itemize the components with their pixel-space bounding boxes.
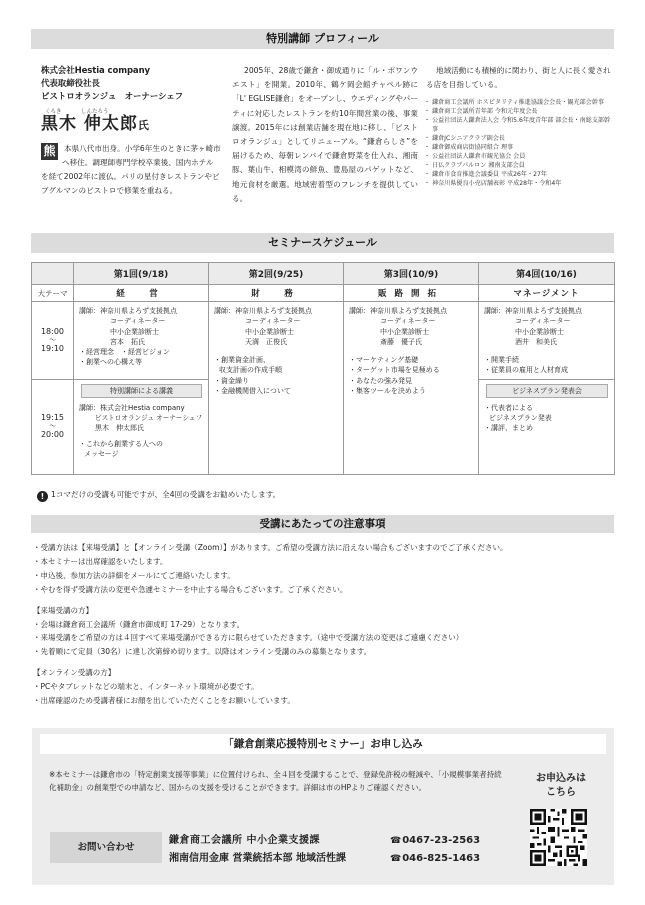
lecturer-line: 酒井 和美氏 <box>515 337 557 346</box>
special-lecturer-line: ビストロオランジュ オーナーシェフ <box>95 414 203 423</box>
schedule-note <box>37 489 280 502</box>
topic-item: ・創業への心構え等 <box>79 358 142 367</box>
lecturer-name <box>41 114 221 136</box>
time-slot-row-1 <box>32 302 615 380</box>
name-ruby <box>41 107 221 114</box>
contact-list <box>169 832 529 868</box>
lecturer-name-text: 黒木 伸太郎 <box>41 114 138 134</box>
lecturer-line: 宮本 拓氏 <box>110 337 145 346</box>
onsite-heading: 【来場受講の方】 <box>33 605 93 615</box>
lecturer-career: 2005年、28歳で鎌倉・御成通りに「ル・ポワンウエスト」を開業。2010年、鶴ケ岡会館チャペル跡に「L' EGLISE鎌倉」をオープンし、ウエディングやパーティに対応したレストランを約10年間営業の後、事業譲渡。2015年には創業店舗を現在地に移し、「ビストロオランジュ」としてリニューアル。“鎌倉らしさ”を届けるため、毎朝レンバイで鎌倉野菜を仕入れ、湘南豚、葉山牛、相模湾の鮮魚、豊島屋のパゲットなど、地元食材を厳選。地域密着型のフレンチを提供している。 <box>232 66 418 203</box>
topic-item: ・あなたの強み発見 <box>349 376 412 385</box>
lecturer-line: 講師：神奈川県よろず支援拠点 <box>349 307 447 315</box>
contact-tel[interactable]: 0467-23-2563 <box>402 835 481 846</box>
application-box <box>32 728 614 885</box>
notice-item: ・やむを得ず受講方法の変更や急遽セミナーを中止する場合もございます。ご了承ください。 <box>33 584 348 594</box>
phone-icon: ☎ <box>390 854 402 864</box>
topic-item: ・これから創業する人への <box>79 439 163 448</box>
session-4-cell <box>479 302 615 380</box>
lecturer-line: 斎藤 優子氏 <box>380 337 422 346</box>
lecturer-line: 中小企業診断士 <box>515 327 564 336</box>
time-start: 19:15 <box>40 413 65 423</box>
lecturer-identity <box>41 65 221 198</box>
schedule-header-row <box>32 263 615 285</box>
topic-item: ・資金繰り <box>214 376 249 385</box>
award-item: ・ 公益社団法人鎌倉市観光協会 会員 <box>426 152 616 161</box>
topic-item: メッセージ <box>84 449 119 458</box>
topic-item: ビジネスプラン発表 <box>489 414 552 423</box>
award-item: ・ 日仏クラブパルロン 湘南支部会員 <box>426 161 616 170</box>
lecturer-line: 天満 正俊氏 <box>245 337 287 346</box>
application-title: 「鎌倉創業応援特別セミナー」お申し込み <box>40 734 606 754</box>
award-item: ・ 鎌倉商工会議所青年部 令和元年度会長 <box>426 107 616 116</box>
time-sep: 〜 <box>49 422 56 431</box>
topic-item: ・金融機関借入について <box>214 387 291 396</box>
lecturer-line: コーディネーター <box>515 317 571 326</box>
birthplace-badge-icon: 熊 <box>41 143 58 160</box>
award-item: ・ 鎌倉商工会議所 ホスピタリティ推進協議会会長・観光部会幹事 <box>426 98 616 107</box>
session-1-special-cell <box>74 379 209 474</box>
time-sep: 〜 <box>49 335 56 344</box>
header-corner <box>32 263 74 285</box>
contact-org: 鎌倉商工会議所 中小企業支援課 <box>169 835 320 846</box>
special-lecturer-line: 黒木 伸太郎氏 <box>95 424 144 433</box>
session-theme: 販路開拓 <box>344 285 479 302</box>
notice-item: ・先着順にて定員（30名）に達し次第締め切ります。以降はオンライン受講のみの募集となります。 <box>33 647 372 657</box>
session-4-special-cell <box>479 379 615 474</box>
apply-here-label <box>522 772 600 800</box>
special-lecturer-line: 講師：株式会社Hestia company <box>79 403 185 412</box>
bio-text: 本県八代市出身。小学6年生のときに茅ヶ崎市へ移住。調理師専門学校卒業後、国内ホテルを経て2002年に渡仏。パリの星付きレストランやビブグルマンのビストロで修業を重ねる。 <box>41 144 221 195</box>
contact-row <box>169 850 529 868</box>
session-theme: 経 営 <box>74 285 209 302</box>
lecturer-community <box>426 64 616 188</box>
session-1-cell <box>74 302 209 380</box>
lecturer-line: コーディネーター <box>245 317 301 326</box>
lecturer-bio <box>41 142 221 198</box>
contact-label: お問い合わせ <box>50 832 162 863</box>
topic-item: ・講評、まとめ <box>484 424 533 433</box>
phone-icon: ☎ <box>390 836 402 846</box>
session-header: 第1回(9/18) <box>74 263 209 285</box>
lecturer-line: 中小企業診断士 <box>110 327 159 336</box>
topic-item: ・ターゲット市場を見極める <box>349 366 440 375</box>
theme-row <box>32 285 615 302</box>
company-name: 株式会社Hestia company <box>41 66 150 76</box>
award-item: ・ 神奈川県優良小売店舗表彰 平成28年・令和4年 <box>426 179 616 188</box>
topic-item: ・経営理念 ・経営ビジョン <box>79 348 170 357</box>
notice-item: ・会場は鎌倉商工会議所（鎌倉市御成町 17-29）となります。 <box>33 619 245 629</box>
session-header: 第4回(10/16) <box>479 263 615 285</box>
award-item: ・ 鎌倉市食育推進会議委員 平成26年・27年 <box>426 170 616 179</box>
lecturer-line: 講師：神奈川県よろず支援拠点 <box>484 307 582 315</box>
topic-item: ・創業資金計画、 <box>214 356 270 365</box>
lecturer-line: 講師：神奈川県よろず支援拠点 <box>214 307 312 315</box>
time-slot-1 <box>32 302 74 380</box>
notice-item: ・PCやタブレットなどの端末と、インターネット環境が必要です。 <box>33 682 259 692</box>
session-3-cell <box>344 302 479 475</box>
contact-tel[interactable]: 046-825-1463 <box>402 853 481 864</box>
session-header: 第3回(10/9) <box>344 263 479 285</box>
lecturer-position: 代表取締役社長 <box>41 79 100 89</box>
online-heading: 【オンライン受講の方】 <box>33 668 116 678</box>
notices-section-title: 受講にあたっての注意事項 <box>31 515 614 533</box>
award-item: ・ 鎌倉JCシニアクラブ副会長 <box>426 134 616 143</box>
lecturer-line: コーディネーター <box>380 317 436 326</box>
time-end: 20:00 <box>40 430 65 440</box>
notice-item: ・本セミナーは出席確認をいたします。 <box>33 556 168 566</box>
lecturer-line: 中小企業診断士 <box>245 327 294 336</box>
lecturer-line: 中小企業診断士 <box>380 327 429 336</box>
time-end: 19:10 <box>40 343 65 353</box>
award-item: ・ 公益社団法人鎌倉法人会 令和5.6年度青年部 部会長・南総支部幹事 <box>426 116 616 134</box>
theme-label: 大テーマ <box>32 285 74 302</box>
awards-list <box>426 98 616 188</box>
lecturer-restaurant-role: ビストロオランジュ オーナーシェフ <box>41 92 184 102</box>
notice-item: ・申込後、参加方法の詳細をメールにてご連絡いたします。 <box>33 570 235 580</box>
notices-body <box>33 541 613 708</box>
profile-section-title: 特別講師 プロフィール <box>31 29 614 49</box>
time-start: 18:00 <box>40 326 65 336</box>
special-lecture-label: 特別講師による講義 <box>81 384 202 398</box>
notice-item: ・出席確認のため受講者様にお顔を出していただくことをお願いしています。 <box>33 696 295 706</box>
contact-org: 湘南信用金庫 営業統括本部 地域活性課 <box>169 853 346 864</box>
business-plan-presentation-label: ビジネスプラン発表会 <box>486 384 608 398</box>
application-note: ※本セミナーは鎌倉市の「特定創業支援等事業」に位置付けられ、全４回を受講することで、登録免許税の軽減や、「小規模事業者持続化補助金」の創業型での申請など、国からの支援を受けることができます。詳細は市のHPよりご確認ください。 <box>49 770 502 793</box>
lecturer-line: コーディネーター <box>110 317 166 326</box>
topic-item: ・集客ツールを決めよう <box>349 387 426 396</box>
time-slot-2 <box>32 379 74 474</box>
contact-row <box>169 832 529 850</box>
exclamation-icon: ! <box>37 491 48 502</box>
topic-item: ・従業員の雇用と人材育成 <box>484 366 568 375</box>
session-header: 第2回(9/25) <box>209 263 344 285</box>
apply-here-line: こちら <box>546 787 576 798</box>
lecturer-honorific: 氏 <box>137 119 149 132</box>
topic-item: ・マーケティング基礎 <box>349 356 419 365</box>
topic-item: 収支計画の作成手順 <box>219 366 282 375</box>
topic-item: ・開業手続 <box>484 356 519 365</box>
ruby-family: くろき <box>45 109 62 115</box>
ruby-given: しんたろう <box>81 109 109 115</box>
schedule-section-title: セミナースケジュール <box>31 233 614 253</box>
schedule-note-text: 1コマだけの受講も可能ですが、全4回の受講をお勧めいたします。 <box>51 490 281 499</box>
notice-item: ・受講方法は【来場受講】と【オンライン受講（Zoom）】があります。ご希望の受講方法に沿えない場合もございますのでご了承ください。 <box>33 543 508 552</box>
apply-here-line: お申込みは <box>536 773 586 784</box>
session-theme: マネージメント <box>479 285 615 302</box>
notice-item: ・来場受講をご希望の方は４回すべて来場受講ができる方に限らせていただきます。（途中で受講方法の変更はご遠慮ください） <box>33 633 464 643</box>
qr-code-icon[interactable] <box>530 809 587 866</box>
community-text: 地域活動にも積極的に関わり、街と人に長く愛される店を目指している。 <box>426 66 611 90</box>
award-item: ・ 鎌倉御成商店街協同組合 理事 <box>426 143 616 152</box>
lecturer-line: 講師：神奈川県よろず支援拠点 <box>79 307 177 315</box>
session-theme: 財 務 <box>209 285 344 302</box>
session-2-cell <box>209 302 344 475</box>
topic-item: ・代表者による <box>484 403 533 412</box>
schedule-table <box>31 262 615 475</box>
